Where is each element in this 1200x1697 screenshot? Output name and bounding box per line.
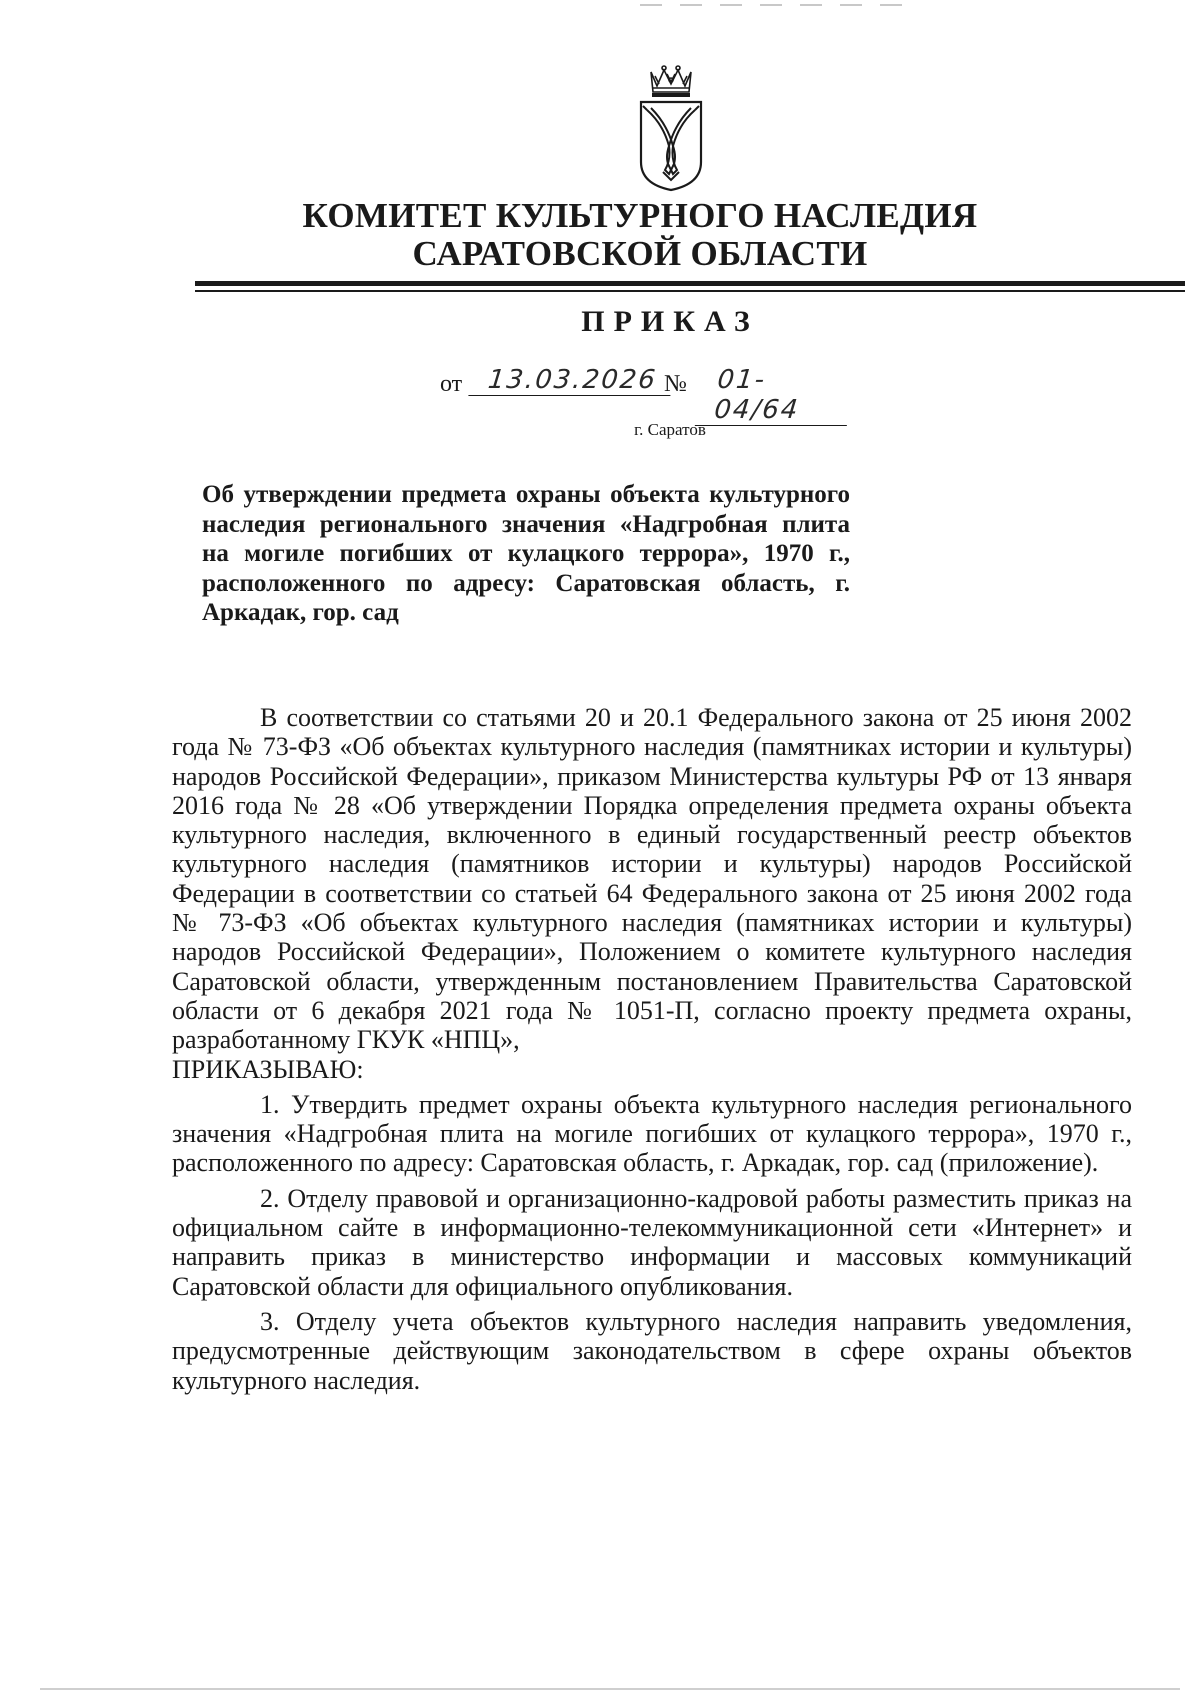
scan-artifact-bottom bbox=[40, 1688, 1180, 1690]
document-type-title: ПРИКАЗ bbox=[581, 305, 759, 338]
number-label: № bbox=[664, 371, 687, 397]
order-item-3: 3. Отделу учета объектов культурного наследия направить уведомления, предусмотренные действующим законодательством в сфере охраны объектов культурного наследия. bbox=[172, 1306, 1132, 1395]
order-body bbox=[172, 703, 1132, 1395]
order-item-1: 1. Утвердить предмет охраны объекта культурного наследия регионального значения «Надгробная плита на могиле погибших от кулацкого террора», 1970 г., расположенного по адресу: Саратовская область, г. Аркадак, гор. сад (приложение). bbox=[172, 1089, 1132, 1178]
order-number-handwritten: 01-04/64 bbox=[695, 365, 853, 426]
order-subject: Об утверждении предмета охраны объекта культурного наследия регионального значения «Надгробная плита на могиле погибших от кулацкого террора», 1970 г., расположенного по адресу: Саратовская область, г. Аркадак, гор. сад bbox=[202, 481, 850, 626]
saratov-coat-of-arms-icon bbox=[633, 62, 709, 192]
order-directive: ПРИКАЗЫВАЮ: bbox=[172, 1054, 364, 1084]
date-label: от bbox=[440, 371, 463, 397]
city-of-issue: г. Саратов bbox=[634, 420, 706, 439]
organization-name-line-2: САРАТОВСКОЙ ОБЛАСТИ bbox=[412, 234, 868, 273]
order-date-handwritten: 13.03.2026 bbox=[468, 365, 673, 396]
order-item-2: 2. Отделу правовой и организационно-кадровой работы разместить приказ на официальном сайте в информационно-телекоммуникационной сети «Интернет» и направить приказ в министерство информации и массовых коммуникаций Саратовской области для официального опубликования. bbox=[172, 1183, 1132, 1301]
organization-name-line-1: КОМИТЕТ КУЛЬТУРНОГО НАСЛЕДИЯ bbox=[302, 196, 978, 235]
scan-artifact-top bbox=[640, 4, 920, 6]
header-divider-thin bbox=[195, 290, 1185, 292]
header-divider-thick bbox=[195, 281, 1185, 286]
preamble-paragraph: В соответствии со статьями 20 и 20.1 Федерального закона от 25 июня 2002 года № 73-ФЗ «Об объектах культурного наследия (памятниках истории и культуры) народов Российской Федерации», приказом Министерства культуры РФ от 13 января 2016 года № 28 «Об утверждении Порядка определения предмета охраны объекта культурного наследия, включенного в единый государственный реестр объектов культурного наследия (памятников истории и культуры) народов Российской Федерации в соответствии со статьей 64 Федерального закона от 25 июня 2002 года № 73-ФЗ «Об объектах культурного наследия (памятниках истории и культуры) народов Российской Федерации», Положением о комитете культурного наследия Саратовской области, утвержденным постановлением Правительства Саратовской области от 6 декабря 2021 года № 1051-П, согласно проекту предмета охраны, разработанному ГКУК «НПЦ», bbox=[172, 703, 1132, 1055]
